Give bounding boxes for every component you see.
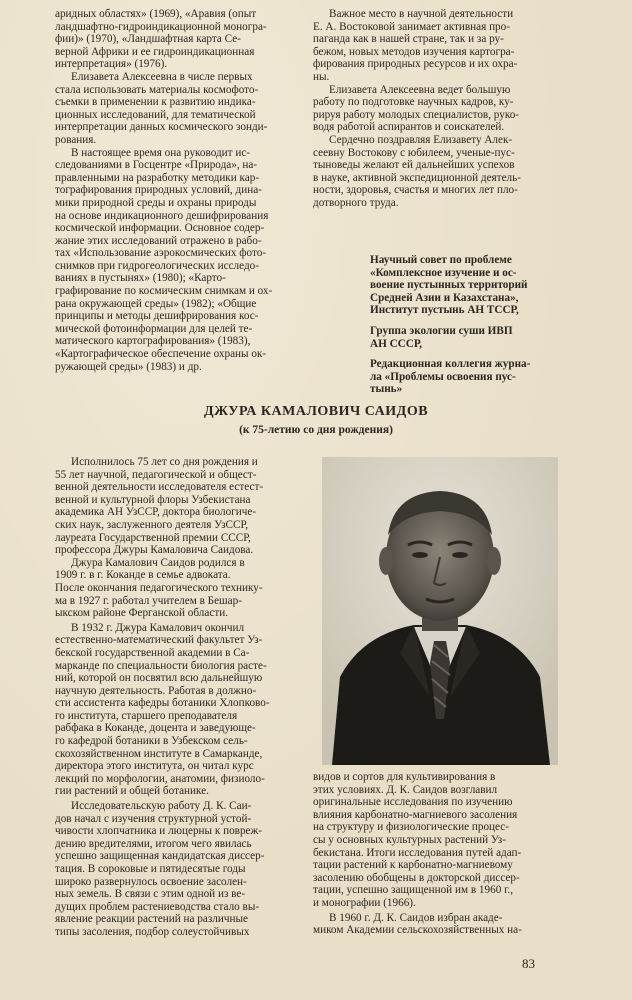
text-line: тографирования природных условий, дина- [55, 184, 262, 197]
text-line: венной деятельности исследователя естест- [55, 481, 264, 494]
text-line: принципы и методы дешифрирования кос- [55, 310, 259, 323]
text-line: дущих проблем растениеводства стало вы- [55, 900, 260, 913]
text-line: успешно защищенная кандидатская диссер- [55, 850, 265, 863]
text-line: паганда как в нашей стране, так и за ру- [313, 33, 504, 46]
signature-block [370, 254, 570, 404]
text-line: ских наук, заслуженного деятеля УзССР, [55, 518, 249, 531]
column-bottom-right [313, 771, 571, 937]
signature-line: ла «Проблемы освоения пус- [370, 370, 516, 383]
text-line: видов и сортов для культивирования в [313, 771, 496, 783]
portrait-photo [322, 457, 558, 765]
text-line: гии растений и общей ботанике. [55, 785, 209, 798]
text-line: ваниях в пустынях» (1980); «Карто- [55, 272, 226, 285]
text-line: дотворного труда. [313, 196, 399, 209]
article-subtitle: (к 75-летию со дня рождения) [239, 424, 393, 436]
text-line: верной Африки и ее гидроиндикационная [55, 45, 255, 58]
text-line: ма в 1927 г. работал учителем в Бешар- [55, 594, 242, 607]
text-line: интерпретация» (1976). [55, 58, 168, 71]
text-line: этих условиях. Д. К. Саидов возглавил [313, 783, 498, 796]
text-line: го кафедрой ботаники в Узбекском сель- [55, 735, 248, 748]
text-line: академика АН УзССР, доктора биологиче- [55, 506, 257, 519]
text-line: тация. В сороковые и пятидесятые годы [55, 863, 246, 875]
signature-editorial-board [370, 358, 570, 396]
text-line: бежом, новых методов изучения картогра- [313, 45, 515, 58]
text-line: скохозяйственном институте в Самарканде, [55, 747, 263, 760]
text-line: жание этих исследований отражено в рабо- [55, 234, 262, 247]
text-line: ных земель. В связи с этим одной из ве- [55, 888, 246, 901]
text-line: рана окружающей среды» (1982); «Общие [55, 297, 257, 310]
text-line: ыкском районе Ферганской области. [55, 607, 228, 620]
text-line: миком Академии сельскохозяйственных на- [313, 924, 522, 937]
signature-line: воение пустынных территорий [370, 279, 528, 292]
signature-line: «Комплексное изучение и ос- [370, 266, 517, 279]
text-line: следованиями в Госцентре «Природа», на- [55, 159, 258, 172]
text-line: Исследовательскую работу Д. К. Саи- [71, 800, 252, 813]
signature-line: Научный совет по проблеме [370, 254, 512, 266]
text-line: чивости хлопчатника и люцерны к повреж- [55, 825, 262, 838]
text-line: марканде по специальности биология расте- [55, 659, 267, 672]
text-line: ружающей среды» (1983) и др. [55, 360, 202, 373]
text-line: Исполнилось 75 лет со дня рождения и [71, 456, 258, 468]
text-line: 1909 г. в г. Коканде в семье адвоката. [55, 569, 231, 582]
signature-line: тынь» [370, 383, 403, 396]
text-line: В настоящее время она руководит ис- [71, 146, 251, 159]
text-line: правленными на разработку методики кар- [55, 171, 260, 184]
text-line: Елизавета Алексеевна ведет большую [329, 83, 511, 96]
text-line: графирование по космическим снимкам и ох- [55, 285, 273, 298]
signature-line: Институт пустынь АН ТССР, [370, 304, 519, 317]
text-line: лауреата Государственной премии СССР, [55, 531, 251, 544]
text-line: бекской государственной академии в Са- [55, 646, 250, 659]
text-line: типы засоления, подбор солеустойчивых [55, 925, 250, 938]
text-line: явление реакции растений на различные [55, 913, 248, 926]
text-line: съемки в применении к развитию индика- [55, 96, 256, 109]
signature-line: АН СССР, [370, 337, 423, 350]
text-line: дов начал с изучения структурной устой- [55, 812, 252, 825]
text-line: научную деятельность. Работая в должно- [55, 684, 257, 697]
text-line: мической фотоинформации для целей те- [55, 322, 253, 335]
signature-scientific-council [370, 254, 570, 317]
text-line: тыноведы желают ей дальнейших успехов [313, 159, 515, 172]
text-line: стала использовать материалы космофото- [55, 83, 259, 96]
text-line: «Картографическое обеспечение охраны ок- [55, 348, 267, 361]
text-line: Сердечно поздравляя Елизавету Алек- [329, 133, 513, 146]
column-bottom-left [55, 456, 313, 939]
portrait-illustration [322, 457, 558, 765]
signature-line: Средней Азии и Казахстана», [370, 291, 519, 304]
text-line: водя работой аспирантов и соискателей. [313, 121, 505, 134]
signature-line: Группа экологии суши ИВП [370, 324, 513, 337]
signature-ecology-group [370, 325, 570, 350]
text-line: снимков при гидрогеологических исследо- [55, 259, 259, 272]
column-top-left [55, 8, 313, 373]
text-line: ний, которой он посвятил всю дальнейшую [55, 672, 263, 685]
text-line: лекций по морфологии, анатомии, физиоло- [55, 772, 265, 785]
text-line: рабфака в Коканде, доцента и заведующе- [55, 722, 256, 735]
article-title: ДЖУРА КАМАЛОВИЧ САИДОВ [203, 404, 429, 419]
text-line: бекистана. Итоги исследования путей адап- [313, 846, 522, 859]
text-line: В 1960 г. Д. К. Саидов избран акаде- [329, 911, 503, 924]
text-line: на структуру и физиологические процес- [313, 821, 509, 834]
text-line: сти ассистента кафедры ботаники Хлопково- [55, 697, 270, 710]
text-line: Джура Камалович Саидов родился в [71, 556, 245, 569]
text-line: ландшафтно-гидроиндикационной моногра- [55, 20, 267, 33]
text-line: ности, здоровья, счастья и многих лет пло- [313, 184, 518, 197]
text-line: го института, старшего преподавателя [55, 709, 238, 722]
text-line: рования. [55, 133, 97, 146]
text-line: директора этого института, он читал курс [55, 760, 254, 773]
text-line: аридных областях» (1969), «Аравия (опыт [55, 8, 257, 20]
text-line: В 1932 г. Джура Камалович окончил [71, 621, 245, 634]
text-line: широко развернулось освоение засолен- [55, 875, 247, 888]
text-line: ны. [313, 70, 330, 83]
text-line: дению вредителями, итогом чего явилась [55, 837, 252, 850]
text-line: Е. А. Востоковой занимает активная про- [313, 20, 510, 33]
text-line: венной и культурной флоры Узбекистана [55, 493, 251, 506]
text-line: После окончания педагогического технику- [55, 581, 263, 594]
text-line: сеевну Востокову с юбилеем, ученые-пус- [313, 146, 515, 159]
text-line: фирования природных ресурсов и их охра- [313, 58, 518, 71]
text-line: тации растений к карбонатно-магниевому [313, 859, 513, 872]
text-line: влияния карбонатно-магниевого засоления [313, 808, 518, 821]
text-line: тах «Использование аэрокосмических фото- [55, 247, 267, 260]
text-line: профессора Джуры Камаловича Саидова. [55, 544, 254, 557]
text-line: оригинальные исследования по изучению [313, 796, 513, 809]
text-line: ционных исследований, для тематической [55, 108, 256, 121]
text-line: и монографии (1966). [313, 896, 416, 909]
text-line: мики природной среды и охраны природы [55, 196, 257, 209]
text-line: космической информации. Основное содер- [55, 222, 265, 235]
text-line: засолению обобщены в докторской диссер- [313, 871, 520, 884]
text-line: Елизавета Алексеевна в числе первых [71, 70, 253, 83]
text-line: в науке, активной экспедиционной деятель- [313, 171, 521, 184]
text-line: на основе индикационного дешифрирования [55, 209, 269, 222]
text-line: тации, успешно защищенной им в 1960 г., [313, 884, 514, 897]
text-line: фии)» (1970), «Ландшафтная карта Се- [55, 33, 241, 46]
text-line: работу по подготовке научных кадров, ку- [313, 96, 514, 109]
text-line: сы у основных культурных растений Уз- [313, 833, 506, 846]
page-number: 83 [522, 956, 535, 971]
signature-line: Редакционная коллегия журна- [370, 358, 531, 371]
text-line: 55 лет научной, педагогической и общест- [55, 468, 257, 481]
column-top-right [313, 8, 571, 210]
text-line: матического картографирования» (1983), [55, 335, 251, 348]
text-line: Важное место в научной деятельности [329, 8, 514, 20]
text-line: естественно-математический факультет Уз- [55, 634, 263, 647]
text-line: рируя работу молодых специалистов, руко- [313, 108, 520, 121]
text-line: интерпретации данных космического зонди- [55, 121, 268, 134]
